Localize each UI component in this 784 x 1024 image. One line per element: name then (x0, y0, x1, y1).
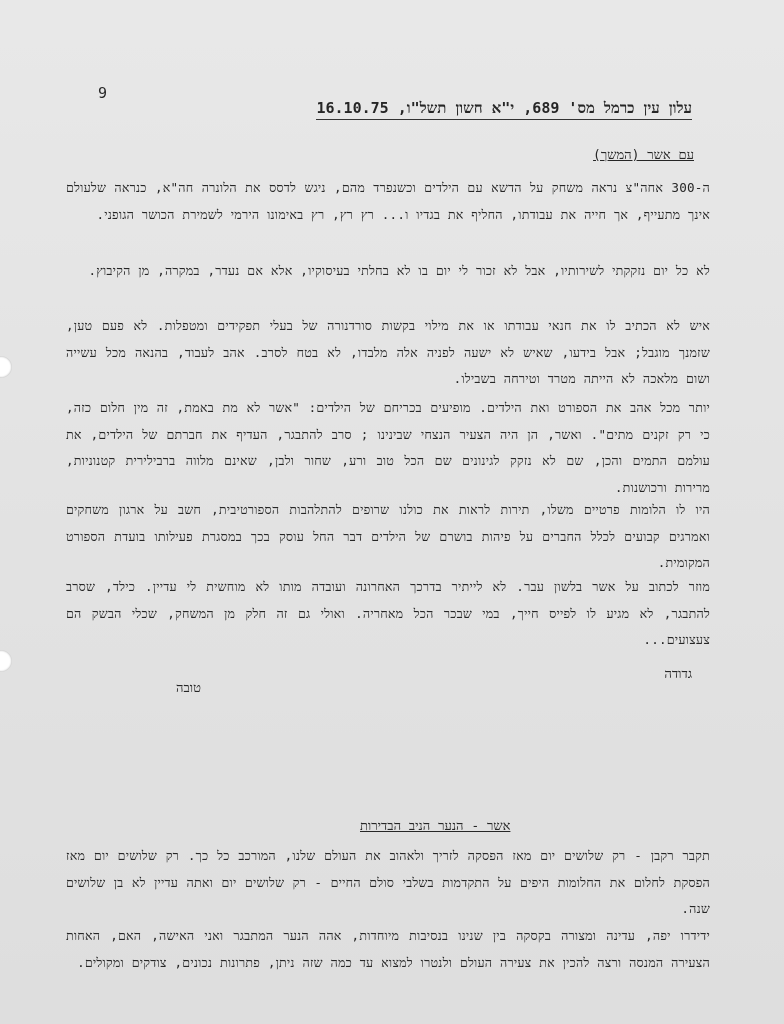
punch-hole-bottom (0, 650, 12, 672)
paragraph: איש לא הכתיב לו את חנאי עבודתו או את מילוי בקשות סורדנורה של בעלי תפקידים ומטפלות. לא פעם טען, שזמנך מוגבל; אבל בידעו, שאיש לא ישעה לפניה אלה מלבדו, לא בטח לסרב. אהב לעבוד, בהנאה מכל עשייה ושום מלאכה לא הייתה מטרד וטירחה בשבילו. (66, 318, 710, 386)
section-title: עם אשר (המשך) (593, 148, 694, 163)
paragraph: היו לו הלומות פרטיים משלו, תירות לראות את כולנו שרופים להתלהבות הספורטיבית, חשב על ארגון משחקים ואמרגים קבועים לכלל החברים על פיהות בושרם של הילדים דבר החל עוסק בכך במסגרת פעילותו בועדת הספורט המקומית. (66, 502, 710, 570)
bulletin-header: עלון עין כרמל מס' 689, י"א חשון תשל"ו, 16.10.75 (316, 99, 692, 120)
paragraph: מוזר לכתוב על אשר בלשון עבר. לא לייתיר בדרכך האחרונה ועובדה מותו לא מוחשית לי עדיין. כילד, שסרב להתבגר, לא מגיע לו לפייס חייך, במי שבכר הכל מאחריה. ואולי גם זה חלק מן המשחק, שכלי הבשק הם צעצועים... (66, 579, 710, 647)
section-title: אשר - הנער הניב הבדירות (360, 819, 511, 834)
paragraph: ה-300 אחה"צ נראה משחק על הדשא עם הילדים וכשנפרד מהם, ניגש לדסס את הלונרה חה"א, כנראה שלעולם אינך מתעייף, אך חייה את עבודתו, החליף את בגדיו ו... רץ רץ, רץ באימונו הירמי לשמירת הכושר הגופני. (66, 180, 710, 222)
paragraph: לא כל יום נזקקתי לשירותיו, אבל לא זכור לי יום בו לא בחלתי בעיסוקיו, אלא אם נעדר, במקרה, מן הקיבוץ. (88, 263, 710, 278)
page-number: 9 (98, 84, 108, 102)
signature-right: גדודה (664, 667, 692, 682)
punch-hole-top (0, 356, 12, 378)
paragraph: ידידרו יפה, עדינה ומצורה בקסקה בין שנינו בנסיבות מיוחדות, אהה הנער המתבגר ואני האישה, האם, האחות הצעירה המנסה ורצה להכין את צעירה העולם ולנטרו למצוא עד כמה שזה ניתן, פתרונות נכונים, צודקים ומקולים. (66, 928, 710, 970)
paragraph: תקבר רקבן - רק שלושים יום מאז הפסקה לזריך ולאהוב את העולם שלנו, המורכב כל כך. רק שלושים יום מאז הפסקת לחלום את החלומות היפים על התקדמות בשלבי סולם החיים - רק שלושים יום ואתה עדיין לא בן שלושים שנה. (66, 848, 710, 916)
signature-left: טובה (176, 681, 201, 696)
paragraph: יותר מכל אהב את הספורט ואת הילדים. מופיעים בכריחם של הילדים: "אשר לא מת באמת, זה מין חלום כזה, כי רק זקנים מתים". ואשר, הן היה הצעיר הנצחי שבינינו ; סרב להתבגר, העדיף את חברתם של הילדים, את עולמם התמים והכן, שם לא נזקק לגינונים שם הכל טוב ורע, שחור ולבן, שאינם מלווה ברבילירית קטנוניות, מרירות ורכושנות. (66, 400, 710, 495)
